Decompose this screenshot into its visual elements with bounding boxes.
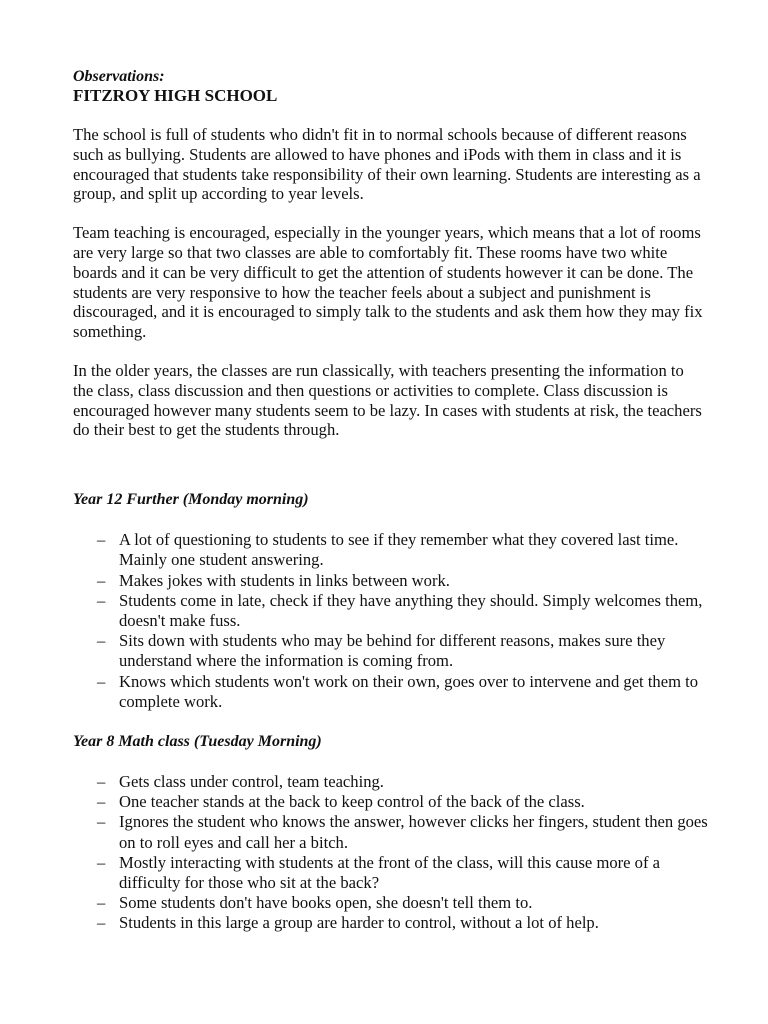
dash-bullet-icon: –	[97, 812, 106, 832]
list-item	[73, 853, 708, 893]
paragraph-school-overview: The school is full of students who didn't fit in to normal schools because of different reasons such as bullying. Students are allowed to have phones and iPods with them in class and it is encouraged that students take responsibility of their own learning. Students are interesting as a group, and split up according to year levels.	[73, 125, 701, 204]
list-item	[73, 893, 708, 913]
section-heading-year8: Year 8 Math class (Tuesday Morning)	[73, 732, 322, 750]
list-item-text: Some students don't have books open, she doesn't tell them to.	[119, 893, 533, 913]
dash-bullet-icon: –	[97, 792, 106, 812]
dash-bullet-icon: –	[97, 590, 106, 610]
list-item	[73, 772, 708, 792]
paragraph-team-teaching: Team teaching is encouraged, especially in the younger years, which means that a lot of rooms are very large so that two classes are able to comfortably fit. These rooms have two white boards and it can be very difficult to get the attention of students however it can be done. The students are very responsive to how the teacher feels about a subject and punishment is discouraged, and it is encouraged to simply talk to the students and ask them how they may fix something.	[73, 223, 703, 342]
list-item	[73, 591, 708, 631]
list-item	[73, 631, 708, 671]
section-heading-year12: Year 12 Further (Monday morning)	[73, 491, 309, 509]
list-item-text: Students come in late, check if they have anything they should. Simply welcomes them, doesn't make fuss.	[119, 590, 703, 630]
list-item-text: Ignores the student who knows the answer, however clicks her fingers, student then goes on to roll eyes and call her a bitch.	[119, 812, 708, 852]
list-item	[73, 812, 708, 852]
list-item-text: Sits down with students who may be behind for different reasons, makes sure they understand where the information is coming from.	[119, 631, 666, 671]
list-item	[73, 530, 708, 570]
year8-observation-list	[73, 772, 708, 934]
list-item-text: One teacher stands at the back to keep control of the back of the class.	[119, 792, 585, 812]
list-item-text: Mostly interacting with students at the front of the class, will this cause more of a difficulty for those who sit at the back?	[119, 852, 661, 892]
list-item	[73, 672, 708, 712]
list-item-text: A lot of questioning to students to see if they remember what they covered last time. Mainly one student answering.	[119, 530, 679, 570]
list-item-text: Gets class under control, team teaching.	[119, 771, 384, 791]
dash-bullet-icon: –	[97, 852, 106, 872]
dash-bullet-icon: –	[97, 771, 106, 791]
dash-bullet-icon: –	[97, 671, 106, 691]
dash-bullet-icon: –	[97, 570, 106, 590]
dash-bullet-icon: –	[97, 913, 106, 933]
paragraph-older-years: In the older years, the classes are run classically, with teachers presenting the information to the class, class discussion and then questions or activities to complete. Class discussion is encouraged however many students seem to be lazy. In cases with students at risk, the teachers do their best to get the students through.	[73, 360, 702, 440]
dash-bullet-icon: –	[97, 631, 106, 651]
dash-bullet-icon: –	[97, 893, 106, 913]
list-item	[73, 913, 708, 933]
year12-observation-list	[73, 530, 708, 712]
list-item-text: Students in this large a group are harder to control, without a lot of help.	[119, 913, 599, 933]
list-item-text: Knows which students won't work on their own, goes over to intervene and get them to complete work.	[119, 671, 699, 711]
page-title: FITZROY HIGH SCHOOL	[73, 86, 278, 105]
observations-label: Observations:	[73, 68, 165, 85]
dash-bullet-icon: –	[97, 530, 106, 550]
list-item-text: Makes jokes with students in links between work.	[119, 570, 450, 590]
list-item	[73, 792, 708, 812]
list-item	[73, 571, 708, 591]
